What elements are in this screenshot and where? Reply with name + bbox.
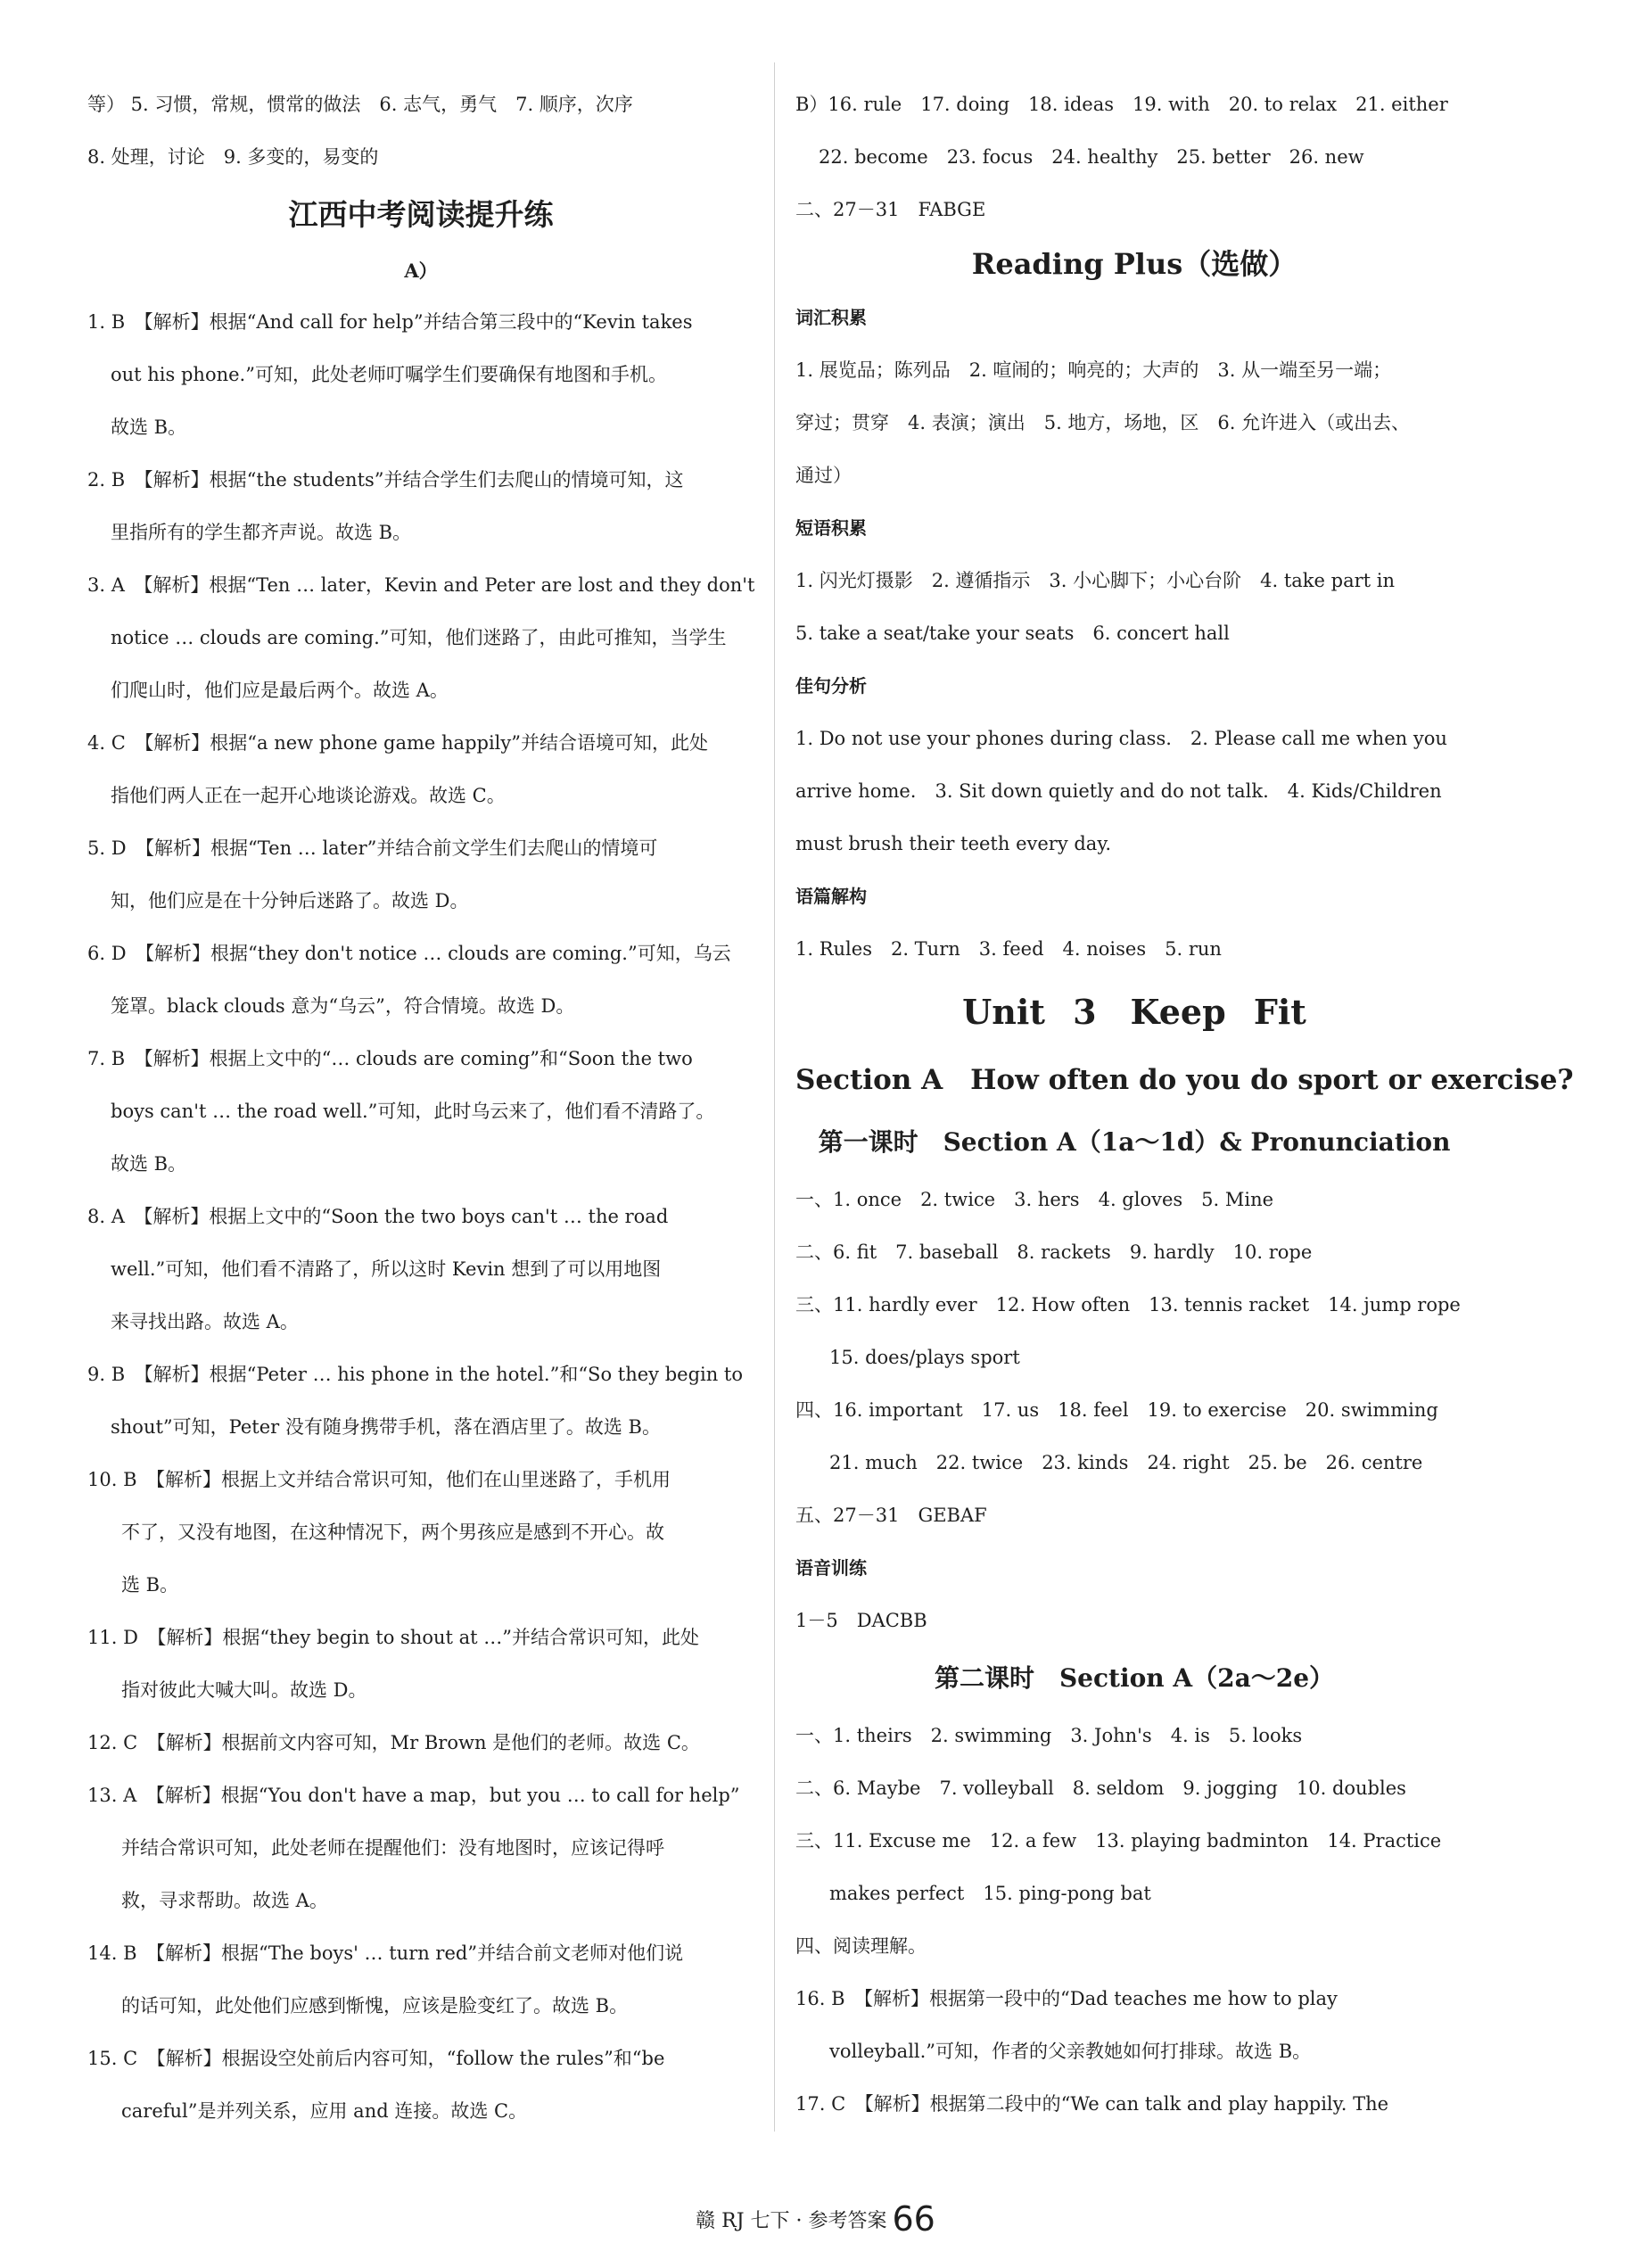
answer-line: 13. A 【解析】根据“You don't have a map，but you … to call for help” [87,1785,740,1806]
answer-line: 6. D 【解析】根据“they don't notice … clouds are coming.”可知，乌云 [87,943,731,964]
unit-title: Unit 3 Keep Fit [962,992,1306,1032]
answer-line: 故选 B。 [111,1153,187,1175]
section-a-title: Section A How often do you do sport or exercise? [795,1064,1574,1096]
answer-line: 故选 B。 [111,416,187,438]
answer-line: 指他们两人正在一起开心地谈论游戏。故选 C。 [111,785,506,806]
answer-line: 16. B 【解析】根据第一段中的“Dad teaches me how to play [795,1988,1338,2009]
reading-plus-title: Reading Plus（选做） [971,247,1297,281]
page-footer [0,2199,1631,2239]
text-line: 穿过；贯穿 4. 表演；演出 5. 地方，场地，区 6. 允许进入（或出去、 [795,412,1411,433]
answer-line: 笼罩。black clouds 意为“乌云”，符合情境。故选 D。 [111,995,575,1017]
text-line: makes perfect 15. ping-pong bat [829,1883,1151,1904]
page-number: 66 [892,2199,935,2239]
text-line: 8. 处理，讨论 9. 多变的，易变的 [87,146,379,168]
answer-line: boys can't … the road well.”可知，此时乌云来了，他们看不清路了。 [111,1101,715,1122]
answer-line: 指对彼此大喊大叫。故选 D。 [121,1679,367,1701]
structure-heading: 语篇解构 [795,886,867,907]
answer-line: 2. B 【解析】根据“the students”并结合学生们去爬山的情境可知，这 [87,469,684,491]
text-line: 1－5 DACBB [795,1610,927,1631]
answer-line: 里指所有的学生都齐声说。故选 B。 [111,522,412,543]
text-line: 三、11. hardly ever 12. How often 13. tennis racket 14. jump rope [795,1294,1461,1315]
text-line: 二、6. Maybe 7. volleyball 8. seldom 9. jogging 10. doubles [795,1777,1406,1799]
answer-line: 3. A 【解析】根据“Ten … later，Kevin and Peter are lost and they don't [87,574,754,596]
answer-line: 选 B。 [121,1574,179,1596]
passage-label-a: A） [404,260,438,282]
answer-line: 来寻找出路。故选 A。 [111,1311,299,1332]
answer-line: 5. D 【解析】根据“Ten … later”并结合前文学生们去爬山的情境可 [87,837,658,859]
text-line: 1. 闪光灯摄影 2. 遵循指示 3. 小心脚下；小心台阶 4. take part in [795,570,1395,591]
section-title-jiangxi: 江西中考阅读提升练 [288,197,554,232]
phrase-heading: 短语积累 [795,517,867,539]
sentence-heading: 佳句分析 [795,675,867,697]
answer-line: 7. B 【解析】根据上文中的“… clouds are coming”和“Soon the two [87,1048,693,1069]
text-line: 三、11. Excuse me 12. a few 13. playing badminton 14. Practice [795,1830,1442,1852]
answer-line: 知，他们应是在十分钟后迷路了。故选 D。 [111,890,469,911]
answer-line: 们爬山时，他们应是最后两个。故选 A。 [111,680,449,701]
vocab-heading: 词汇积累 [795,307,867,328]
left-column [87,78,754,2138]
answer-line: shout”可知，Peter 没有随身携带手机，落在酒店里了。故选 B。 [111,1416,661,1438]
text-line: 1. 展览品；陈列品 2. 喧闹的；响亮的；大声的 3. 从一端至另一端； [795,359,1392,381]
text-line: 二、27－31 FABGE [795,199,986,220]
column-divider [774,62,775,2132]
answer-line: 救，寻求帮助。故选 A。 [121,1890,328,1911]
text-line: 一、1. once 2. twice 3. hers 4. gloves 5. Mine [795,1189,1274,1210]
answer-line: 的话可知，此处他们应感到惭愧，应该是脸变红了。故选 B。 [121,1995,629,2016]
text-line: 五、27－31 GEBAF [795,1505,987,1526]
phonetics-heading: 语音训练 [795,1557,867,1579]
text-line: 四、阅读理解。 [795,1935,927,1957]
text-line: arrive home. 3. Sit down quietly and do not talk. 4. Kids/Children [795,780,1442,802]
answer-line: 15. C 【解析】根据设空处前后内容可知，“follow the rules”和“be [87,2048,665,2069]
text-line: 15. does/plays sport [829,1347,1020,1368]
text-line: 22. become 23. focus 24. healthy 25. better 26. new [819,146,1364,168]
text-line: 通过） [795,465,852,486]
answer-line: notice … clouds are coming.”可知，他们迷路了，由此可推知，当学生 [111,627,727,648]
text-line: 21. much 22. twice 23. kinds 24. right 25. be 26. centre [829,1452,1423,1473]
text-line: 四、16. important 17. us 18. feel 19. to exercise 20. swimming [795,1399,1438,1421]
text-line: 一、1. theirs 2. swimming 3. John's 4. is 5. looks [795,1725,1303,1746]
lesson-1-title: 第一课时 Section A（1a～1d）& Pronunciation [818,1127,1451,1157]
answer-line: volleyball.”可知，作者的父亲教她如何打排球。故选 B。 [829,2041,1312,2062]
text-line: 二、6. fit 7. baseball 8. rackets 9. hardly 10. rope [795,1241,1313,1263]
text-line: 1. Do not use your phones during class. 2. Please call me when you [795,728,1447,749]
text-line: 5. take a seat/take your seats 6. concert hall [795,623,1230,644]
text-line: B）16. rule 17. doing 18. ideas 19. with 20. to relax 21. either [795,94,1448,115]
text-line: 等） 5. 习惯，常规，惯常的做法 6. 志气，勇气 7. 顺序，次序 [87,94,633,115]
lesson-2-title: 第二课时 Section A（2a～2e） [934,1663,1335,1693]
text-line: must brush their teeth every day. [795,833,1112,854]
answer-line: well.”可知，他们看不清路了，所以这时 Kevin 想到了可以用地图 [111,1258,662,1280]
answer-line: 10. B 【解析】根据上文并结合常识可知，他们在山里迷路了，手机用 [87,1469,671,1490]
footer-text: 赣 RJ 七下 · 参考答案 [696,2210,887,2232]
right-column [795,78,1574,2131]
answer-line: 不了，又没有地图，在这种情况下，两个男孩应是感到不开心。故 [121,1522,664,1543]
answer-line: 1. B 【解析】根据“And call for help”并结合第三段中的“Kevin takes [87,311,693,333]
answer-line: out his phone.”可知，此处老师叮嘱学生们要确保有地图和手机。 [111,364,667,385]
answer-line: 11. D 【解析】根据“they begin to shout at …”并结合常识可知，此处 [87,1627,700,1648]
text-line: 1. Rules 2. Turn 3. feed 4. noises 5. run [795,938,1222,960]
answer-line: 8. A 【解析】根据上文中的“Soon the two boys can't … the road [87,1206,669,1227]
answer-line: careful”是并列关系，应用 and 连接。故选 C。 [121,2100,528,2122]
answer-line: 4. C 【解析】根据“a new phone game happily”并结合语境可知，此处 [87,732,708,754]
answer-line: 并结合常识可知，此处老师在提醒他们：没有地图时，应该记得呼 [121,1837,664,1859]
answer-line: 9. B 【解析】根据“Peter … his phone in the hotel.”和“So they begin to [87,1364,744,1385]
answer-line: 14. B 【解析】根据“The boys' … turn red”并结合前文老师对他们说 [87,1942,684,1964]
answer-line: 12. C 【解析】根据前文内容可知，Mr Brown 是他们的老师。故选 C。 [87,1732,700,1753]
answer-line: 17. C 【解析】根据第二段中的“We can talk and play happily. The [795,2093,1389,2115]
